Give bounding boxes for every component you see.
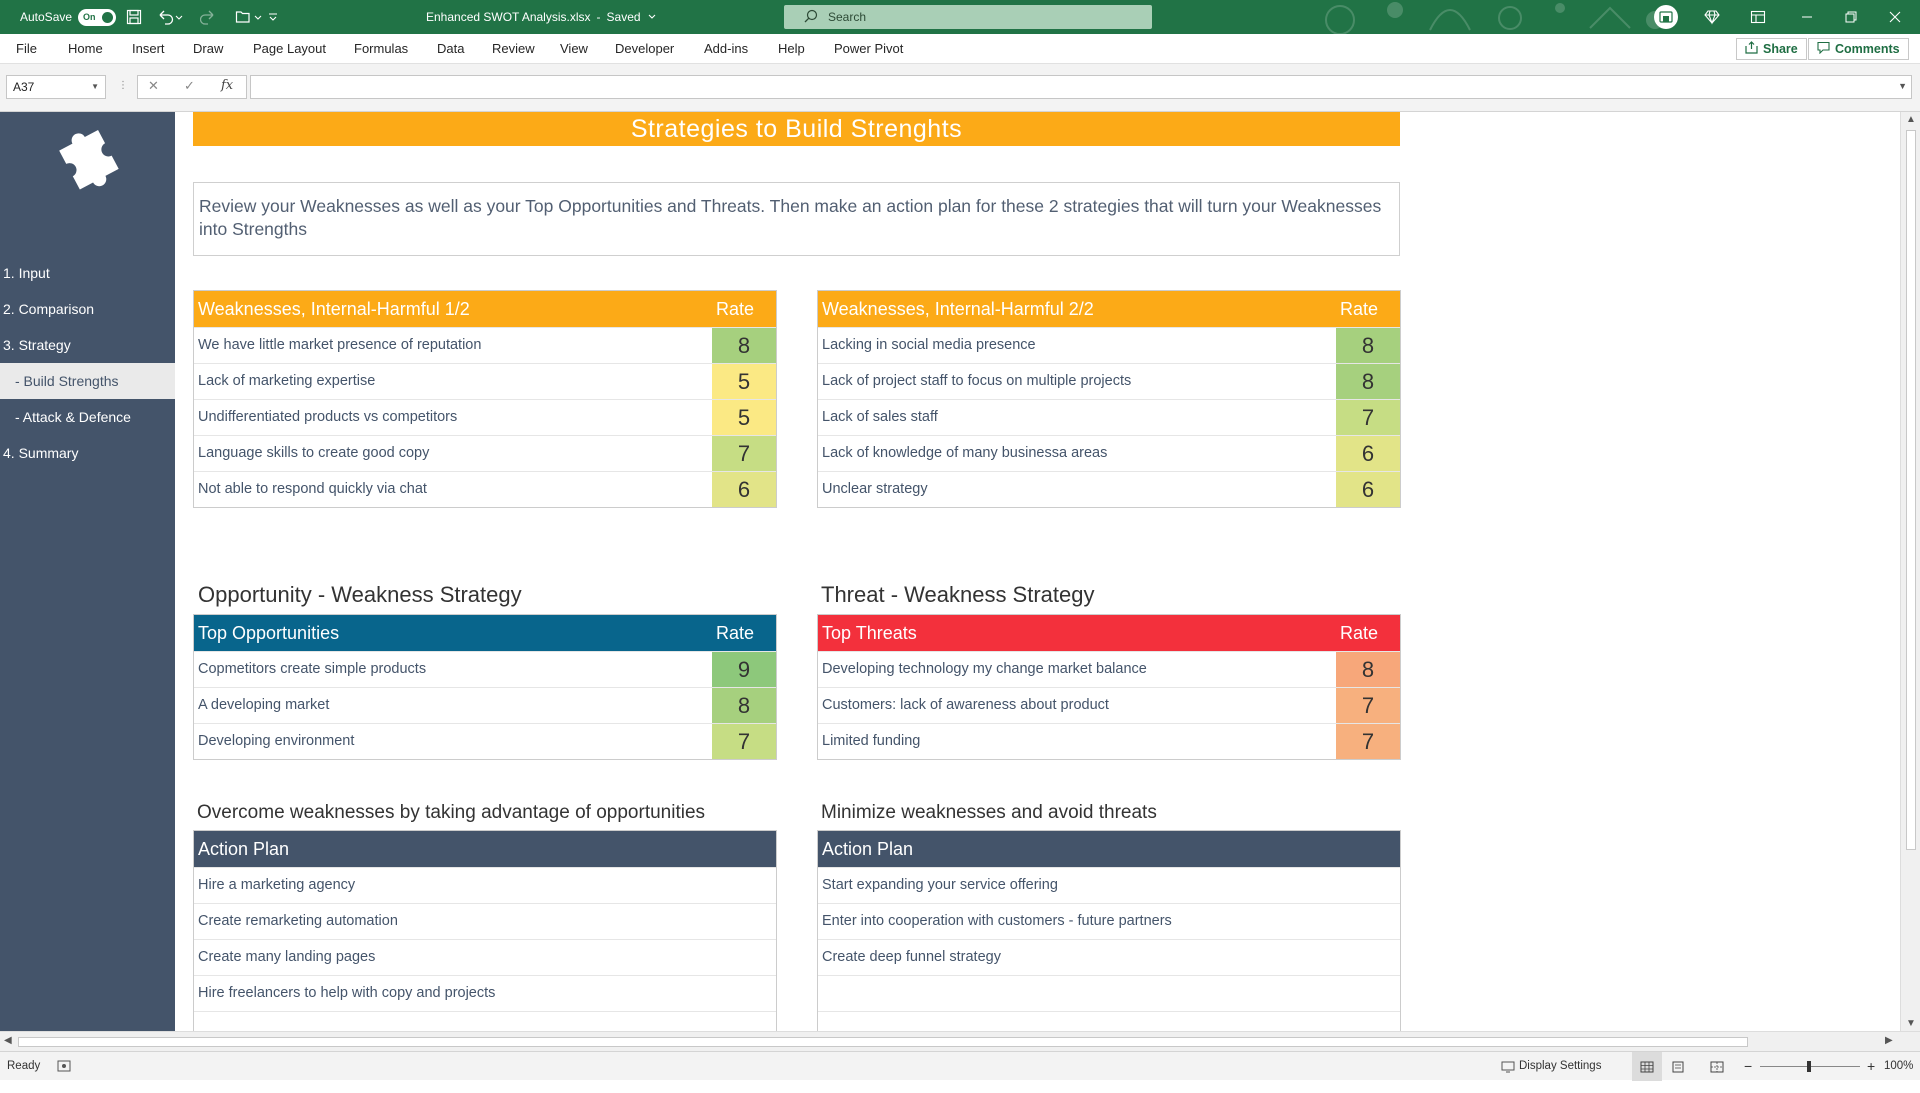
rate-cell[interactable]: 8: [1336, 364, 1400, 399]
action-plan-table-1: [193, 830, 777, 1031]
weakness-text[interactable]: We have little market presence of reputation: [198, 337, 482, 353]
vertical-scrollbar[interactable]: [1900, 112, 1920, 1031]
weakness-text[interactable]: Lack of marketing expertise: [198, 373, 376, 389]
table-header: [194, 831, 776, 867]
toggle-label: On: [83, 12, 96, 22]
opportunity-text[interactable]: A developing market: [198, 697, 330, 713]
table-row[interactable]: [818, 651, 1400, 687]
table-row[interactable]: [194, 867, 776, 903]
page-layout-view-icon[interactable]: [1671, 1052, 1691, 1081]
comment-icon: [1817, 41, 1830, 57]
zoom-out-icon[interactable]: −: [1744, 1058, 1753, 1074]
weakness-text[interactable]: Lack of knowledge of many businessa areas: [822, 445, 1108, 461]
rate-cell[interactable]: 5: [712, 400, 776, 435]
tab-formulas[interactable]: Formulas: [354, 41, 409, 56]
opportunity-strategy-title: Opportunity - Weakness Strategy: [198, 582, 522, 607]
action-text[interactable]: [194, 1012, 776, 1031]
open-folder-icon[interactable]: [235, 0, 263, 34]
formula-input[interactable]: [250, 75, 1912, 99]
save-icon[interactable]: [126, 0, 142, 34]
formula-bar: [0, 64, 1920, 112]
name-box[interactable]: [6, 75, 106, 99]
table-row[interactable]: [818, 327, 1400, 363]
ribbon-display-icon[interactable]: [1750, 0, 1766, 34]
threats-table: [817, 614, 1401, 760]
worksheet[interactable]: [0, 112, 1900, 1031]
status-bar: [0, 1051, 1920, 1080]
table-row[interactable]: [194, 975, 776, 1011]
plan1-section-title: Overcome weaknesses by taking advantage of opportunities: [197, 802, 706, 823]
scroll-up-icon[interactable]: ▲: [1906, 114, 1916, 125]
rate-cell[interactable]: 7: [712, 436, 776, 471]
weakness-text[interactable]: Lack of sales staff: [822, 409, 938, 425]
weakness-text[interactable]: Unclear strategy: [822, 481, 928, 497]
saved-status: Saved: [606, 10, 641, 24]
rate-cell[interactable]: 7: [712, 724, 776, 759]
tab-insert[interactable]: Insert: [132, 41, 165, 56]
tab-data[interactable]: Data: [437, 41, 465, 56]
sidebar: [0, 112, 175, 1031]
normal-view-icon[interactable]: [1632, 1052, 1662, 1081]
table-row[interactable]: [194, 435, 776, 471]
restore-button[interactable]: [1828, 0, 1874, 34]
cancel-icon[interactable]: ✕: [148, 78, 159, 93]
weakness-text[interactable]: Lack of project staff to focus on multiple projects: [822, 373, 1132, 389]
table-title: Top Opportunities: [198, 623, 340, 643]
table-title: Action Plan: [822, 839, 914, 859]
table-row[interactable]: [818, 399, 1400, 435]
page-break-view-icon[interactable]: [1710, 1052, 1730, 1081]
table-row[interactable]: [194, 687, 776, 723]
search-placeholder: Search: [828, 10, 867, 24]
rate-cell[interactable]: 7: [1336, 724, 1400, 759]
tab-page-layout[interactable]: Page Layout: [253, 41, 327, 56]
zoom-in-icon[interactable]: +: [1867, 1058, 1876, 1074]
undo-icon[interactable]: [157, 0, 183, 34]
rate-cell[interactable]: 6: [712, 472, 776, 507]
rate-cell[interactable]: 7: [1336, 688, 1400, 723]
ribbon-tabs: [0, 34, 1920, 64]
rate-cell[interactable]: 7: [1336, 400, 1400, 435]
action-text[interactable]: [818, 1012, 1400, 1031]
action-text[interactable]: Create deep funnel strategy: [822, 949, 1001, 965]
opportunity-text[interactable]: Copmetitors create simple products: [198, 661, 427, 677]
autosave-toggle[interactable]: [78, 0, 116, 34]
table-header: [818, 831, 1400, 867]
zoom-level[interactable]: 100%: [1884, 1060, 1914, 1072]
title-bar: [0, 0, 1920, 34]
scroll-thumb[interactable]: [1906, 130, 1916, 850]
horizontal-scrollbar[interactable]: [0, 1031, 1920, 1051]
autosave-label: AutoSave: [20, 10, 73, 24]
action-plan-table-2: [817, 830, 1401, 1031]
threat-strategy-title: Threat - Weakness Strategy: [821, 582, 1095, 607]
account-avatar[interactable]: [1654, 5, 1678, 29]
rate-cell[interactable]: 5: [712, 364, 776, 399]
rate-cell[interactable]: 8: [1336, 652, 1400, 687]
table-title: Action Plan: [198, 839, 290, 859]
macro-record-icon[interactable]: [57, 1052, 71, 1081]
scroll-left-icon[interactable]: ◀: [4, 1035, 12, 1046]
tab-file[interactable]: File: [16, 41, 37, 56]
document-title: Enhanced SWOT Analysis.xlsx - Saved: [426, 0, 659, 34]
description-text: Review your Weaknesses as well as your Top Opportunities and Threats. Then make an action plan for these 2 strategies that will turn your Weaknesses into Strengths: [199, 196, 1382, 239]
description-box[interactable]: [193, 182, 1400, 256]
table-header: [818, 291, 1400, 327]
table-row[interactable]: [818, 1011, 1400, 1031]
table-row[interactable]: [818, 975, 1400, 1011]
comments-button[interactable]: [1808, 38, 1909, 60]
rate-cell[interactable]: 8: [1336, 328, 1400, 363]
tab-draw[interactable]: Draw: [193, 41, 224, 56]
rate-cell[interactable]: 6: [1336, 472, 1400, 507]
zoom-slider-handle[interactable]: [1807, 1061, 1811, 1072]
weakness-text[interactable]: Undifferentiated products vs competitors: [198, 409, 458, 425]
tab-add-ins[interactable]: Add-ins: [704, 41, 749, 56]
sidebar-item-input[interactable]: 1. Input: [3, 265, 50, 281]
threat-text[interactable]: Limited funding: [822, 733, 921, 749]
chevron-down-icon[interactable]: ▼: [91, 82, 99, 91]
table-row[interactable]: [194, 399, 776, 435]
weaknesses-table-2: [817, 290, 1401, 508]
table-title: Top Threats: [822, 623, 917, 643]
puzzle-logo-icon: [46, 116, 131, 206]
table-row[interactable]: [194, 363, 776, 399]
threat-text[interactable]: Developing technology my change market balance: [822, 661, 1147, 677]
plan2-section-title: Minimize weaknesses and avoid threats: [821, 802, 1157, 823]
table-row[interactable]: [818, 867, 1400, 903]
weakness-text[interactable]: Language skills to create good copy: [198, 445, 430, 461]
table-row[interactable]: [818, 471, 1400, 507]
tab-developer[interactable]: Developer: [615, 41, 675, 56]
action-text[interactable]: Hire freelancers to help with copy and projects: [198, 985, 496, 1001]
table-row[interactable]: [818, 687, 1400, 723]
table-row[interactable]: [818, 939, 1400, 975]
filename: Enhanced SWOT Analysis.xlsx: [426, 10, 591, 24]
action-text[interactable]: Hire a marketing agency: [198, 877, 356, 893]
table-row[interactable]: [818, 363, 1400, 399]
comments-label: Comments: [1835, 42, 1900, 56]
sidebar-item-attack-defence[interactable]: - Attack & Defence: [15, 409, 131, 425]
table-row[interactable]: [818, 903, 1400, 939]
table-row[interactable]: [818, 435, 1400, 471]
action-text[interactable]: Start expanding your service offering: [822, 877, 1058, 893]
scroll-thumb[interactable]: [18, 1037, 1748, 1047]
tab-power-pivot[interactable]: Power Pivot: [834, 41, 904, 56]
tab-review[interactable]: Review: [492, 41, 535, 56]
display-settings-label: Display Settings: [1519, 1060, 1602, 1072]
table-header: [194, 615, 776, 651]
minimize-button[interactable]: [1784, 0, 1830, 34]
scroll-down-icon[interactable]: ▼: [1906, 1018, 1916, 1029]
expand-formula-icon[interactable]: ▼: [1898, 81, 1907, 91]
opportunity-text[interactable]: Developing environment: [198, 733, 355, 749]
sidebar-item-strategy[interactable]: 3. Strategy: [3, 337, 71, 353]
table-header: [194, 291, 776, 327]
threat-text[interactable]: Customers: lack of awareness about product: [822, 697, 1109, 713]
tab-view[interactable]: View: [560, 41, 588, 56]
tab-home[interactable]: Home: [68, 41, 103, 56]
page-title: Strategies to Build Strenghts: [193, 112, 1400, 146]
action-text[interactable]: Enter into cooperation with customers - future partners: [822, 913, 1172, 929]
weaknesses-table-1: [193, 290, 777, 508]
display-settings-button[interactable]: [1501, 1052, 1601, 1081]
table-row[interactable]: [194, 471, 776, 507]
table-row[interactable]: [194, 903, 776, 939]
rate-cell[interactable]: 8: [712, 328, 776, 363]
action-text[interactable]: Create remarketing automation: [198, 913, 398, 929]
diamond-icon[interactable]: [1704, 0, 1720, 34]
action-text[interactable]: [818, 976, 1400, 1011]
table-row[interactable]: [818, 723, 1400, 759]
table-title: Weaknesses, Internal-Harmful 1/2: [198, 299, 470, 319]
weakness-text[interactable]: Lacking in social media presence: [822, 337, 1036, 353]
scroll-right-icon[interactable]: ▶: [1885, 1035, 1893, 1046]
formula-bar-handle-icon[interactable]: ⋮: [118, 80, 128, 91]
rate-header: Rate: [1340, 623, 1379, 643]
opportunities-table: [193, 614, 777, 760]
table-row[interactable]: [194, 723, 776, 759]
insert-function-icon[interactable]: fx: [221, 78, 234, 93]
search-box[interactable]: [784, 5, 1152, 29]
rate-cell[interactable]: 6: [1336, 436, 1400, 471]
sidebar-item-comparison[interactable]: 2. Comparison: [3, 301, 95, 317]
sidebar-item-summary[interactable]: 4. Summary: [3, 445, 79, 461]
rate-cell[interactable]: 8: [712, 688, 776, 723]
close-button[interactable]: [1872, 0, 1918, 34]
table-row[interactable]: [194, 939, 776, 975]
tab-help[interactable]: Help: [778, 41, 805, 56]
share-button[interactable]: [1736, 38, 1807, 60]
display-settings-icon: [1501, 1061, 1515, 1073]
title-pattern: [1300, 0, 1680, 34]
table-row[interactable]: [194, 651, 776, 687]
rate-cell[interactable]: 9: [712, 652, 776, 687]
share-label: Share: [1763, 42, 1798, 56]
ready-status: Ready: [7, 1060, 41, 1072]
search-icon: [804, 9, 818, 26]
action-text[interactable]: Create many landing pages: [198, 949, 376, 965]
name-box-value: A37: [13, 80, 35, 94]
table-row[interactable]: [194, 1011, 776, 1031]
table-row[interactable]: [194, 327, 776, 363]
rate-header: Rate: [1340, 299, 1379, 319]
share-icon: [1745, 41, 1758, 57]
redo-icon[interactable]: [200, 0, 216, 34]
table-title: Weaknesses, Internal-Harmful 2/2: [822, 299, 1094, 319]
rate-header: Rate: [716, 299, 755, 319]
customize-toolbar-icon[interactable]: [268, 0, 278, 34]
rate-header: Rate: [716, 623, 755, 643]
sidebar-item-build-strengths[interactable]: - Build Strengths: [0, 363, 175, 399]
enter-check-icon[interactable]: ✓: [184, 78, 195, 93]
weakness-text[interactable]: Not able to respond quickly via chat: [198, 481, 427, 497]
table-header: [818, 615, 1400, 651]
